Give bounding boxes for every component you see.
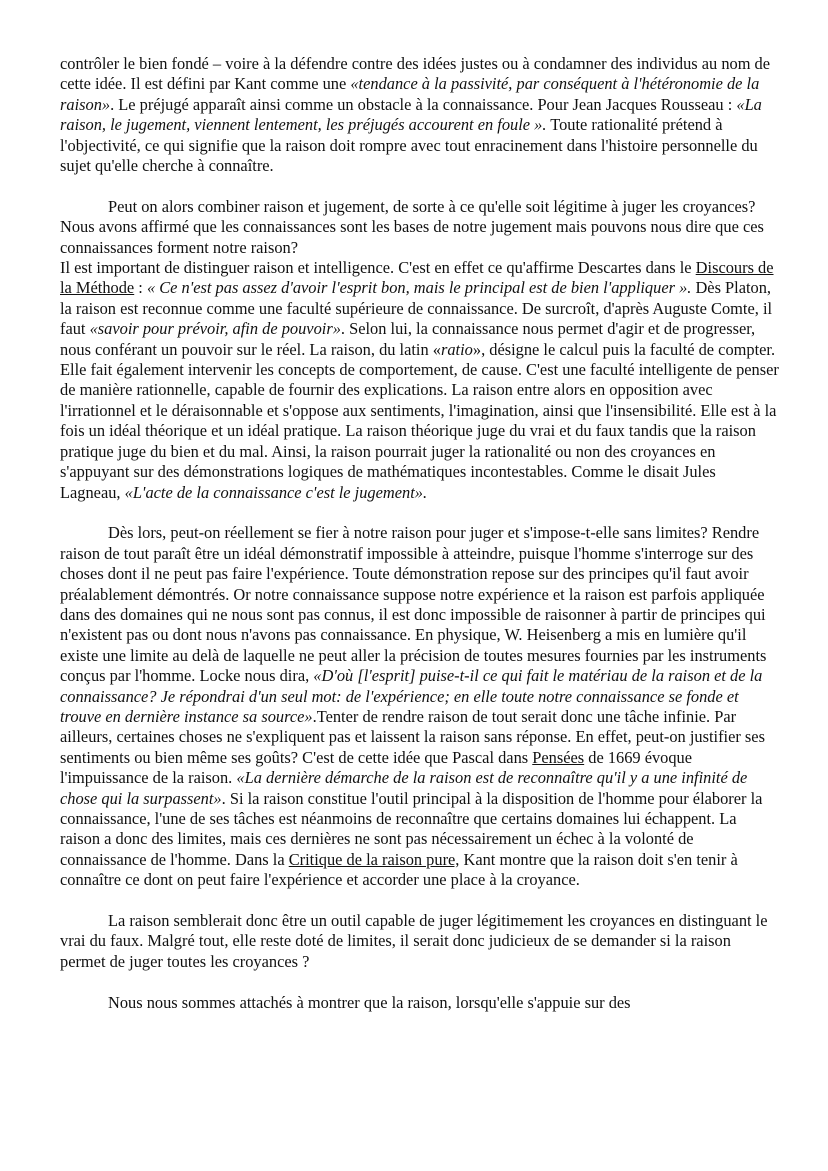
work-title: Pensées bbox=[532, 747, 585, 767]
body-text: . Si la raison constitue l'outil principal à la disposition de l'homme pour élaborer la connaissance, l'une de ses tâches est néanmoins de reconnaître que certains domaines lui échappent. La raison a donc des limites, mais ces dernières ne sont pas nécessairement un échec à la volonté de connaissance de l'homme. Dans la bbox=[60, 788, 763, 869]
quote-text: «La dernière démarche de la raison est de reconnaître qu'il y a une infinité de chose qui la surpassent» bbox=[60, 768, 748, 808]
body-text: Toute rationalité prétend à l'objectivité, ce qui signifie que la raison doit rompre avec tout enracinement dans l'histoire personnelle du sujet qu'elle cherche à connaître. bbox=[60, 115, 758, 176]
body-text: .Tenter de rendre raison de tout serait donc une tâche infinie. Par ailleurs, certaines choses ne s'expliquent pas et laissent la raison sans réponse. En effet, peut-on justifier ses sentiments ou bien même ses goûts? C'est de cette idée que Pascal dans bbox=[60, 706, 765, 767]
paragraph-spacer bbox=[60, 891, 780, 911]
body-text: contrôler le bien fondé – voire à la défendre contre des idées justes ou à condamner des individus au nom de cette idée. Il est défini par Kant comme une bbox=[60, 54, 771, 94]
body-text: : bbox=[134, 278, 147, 298]
body-text: . Selon lui, la connaissance nous permet d'agir et de progresser, nous conférant un pouvoir sur le réel. La raison, du latin « bbox=[60, 319, 756, 359]
quote-text: «La raison, le jugement, viennent lentement, les préjugés accourent en foule ». bbox=[60, 94, 762, 135]
paragraph bbox=[60, 258, 780, 503]
quote-text: « Ce n'est pas assez d'avoir l'esprit bon, mais le principal est de bien l'appliquer ». bbox=[146, 278, 692, 298]
paragraph-spacer bbox=[60, 503, 780, 523]
work-title: Critique de la raison pure, bbox=[288, 849, 460, 869]
paragraph bbox=[60, 993, 780, 1013]
body-text: Kant montre que la raison doit s'en tenir à connaître ce dont on peut faire l'expérience et accorder une place à la croyance. bbox=[60, 849, 738, 890]
body-text: Dès lors, peut-on réellement se fier à notre raison pour juger et s'impose-t-elle sans limites? Rendre raison de tout paraît être un idéal démonstratif impossible à atteindre, puisque l'homme s'interroge sur des choses dont il ne peut pas faire l'expérience. Toute démonstration repose sur des principes qu'il faut avoir préalablement démontrés. Or notre connaissance suppose notre expérience et la raison est parfois appliquée dans des domaines qui ne nous sont pas connus, il est donc impossible de raisonner à partir de principes qui n'existent pas ou dont nous n'avons pas connaissance. En physique, W. Heisenberg a mis en lumière qu'il existe une limite au delà de laquelle ne peut aller la précision de toutes mesures fournies par les instruments conçus par l'homme. Locke nous dira, bbox=[60, 523, 767, 686]
quote-text: «L'acte de la connaissance c'est le jugement». bbox=[124, 482, 428, 502]
quote-text: «savoir pour prévoir, afin de pouvoir» bbox=[89, 319, 341, 339]
work-title: Discours de la Méthode bbox=[60, 258, 774, 298]
body-text: . Le préjugé apparaît ainsi comme un obstacle à la connaissance. Pour Jean Jacques Rousseau : bbox=[110, 94, 737, 114]
body-text: Il est important de distinguer raison et intelligence. C'est en effet ce qu'affirme Descartes dans le bbox=[60, 258, 696, 278]
paragraph bbox=[60, 911, 780, 972]
quote-text: ratio bbox=[440, 339, 473, 359]
paragraph bbox=[60, 54, 780, 176]
body-text: Peut on alors combiner raison et jugement, de sorte à ce qu'elle soit légitime à juger les croyances? Nous avons affirmé que les connaissances sont les bases de notre jugement mais pouvons nous dire que ces connaissances forment notre raison? bbox=[60, 196, 764, 257]
paragraph-spacer bbox=[60, 972, 780, 992]
body-text: Nous nous sommes attachés à montrer que la raison, lorsqu'elle s'appuie sur des bbox=[108, 992, 631, 1012]
body-text: », désigne le calcul puis la faculté de compter. Elle fait également intervenir les concepts de comportement, de cause. C'est une faculté intelligente de penser de manière rationnelle, capable de fournir des explications. La raison entre alors en opposition avec l'irrationnel et le déraisonnable et s'oppose aux sentiments, l'imagination, ainsi que l'insensibilité. Elle est à la fois un idéal théorique et un idéal pratique. La raison théorique juge du vrai et du faux tandis que la raison pratique juge du bien et du mal. Ainsi, la raison pourrait juger la rationalité ou non des croyances en s'appuyant sur des démonstrations logiques de mathématiques incontestables. Comme le disait Jules Lagneau, bbox=[60, 339, 779, 502]
quote-text: «tendance à la passivité, par conséquent à l'hétéronomie de la raison» bbox=[60, 74, 760, 114]
body-text: Dès Platon, la raison est reconnue comme une faculté supérieure de connaissance. De surcroît, d'après Auguste Comte, il faut bbox=[60, 278, 773, 339]
paragraph bbox=[60, 197, 780, 258]
quote-text: «D'où [l'esprit] puise-t-il ce qui fait le matériau de la raison et de la connaissance? Je répondrai d'un seul mot: de l'expérience; en elle toute notre connaissance se fonde et trouve en dernière instance sa source» bbox=[60, 666, 763, 726]
body-text: La raison semblerait donc être un outil capable de juger légitimement les croyances en distinguant le vrai du faux. Malgré tout, elle reste doté de limites, il serait donc judicieux de se demander si la raison permet de juger toutes les croyances ? bbox=[60, 911, 768, 971]
paragraph bbox=[60, 523, 780, 890]
document-page bbox=[60, 54, 780, 1013]
paragraph-spacer bbox=[60, 176, 780, 196]
body-text: de 1669 évoque l'impuissance de la raison. bbox=[60, 747, 693, 788]
